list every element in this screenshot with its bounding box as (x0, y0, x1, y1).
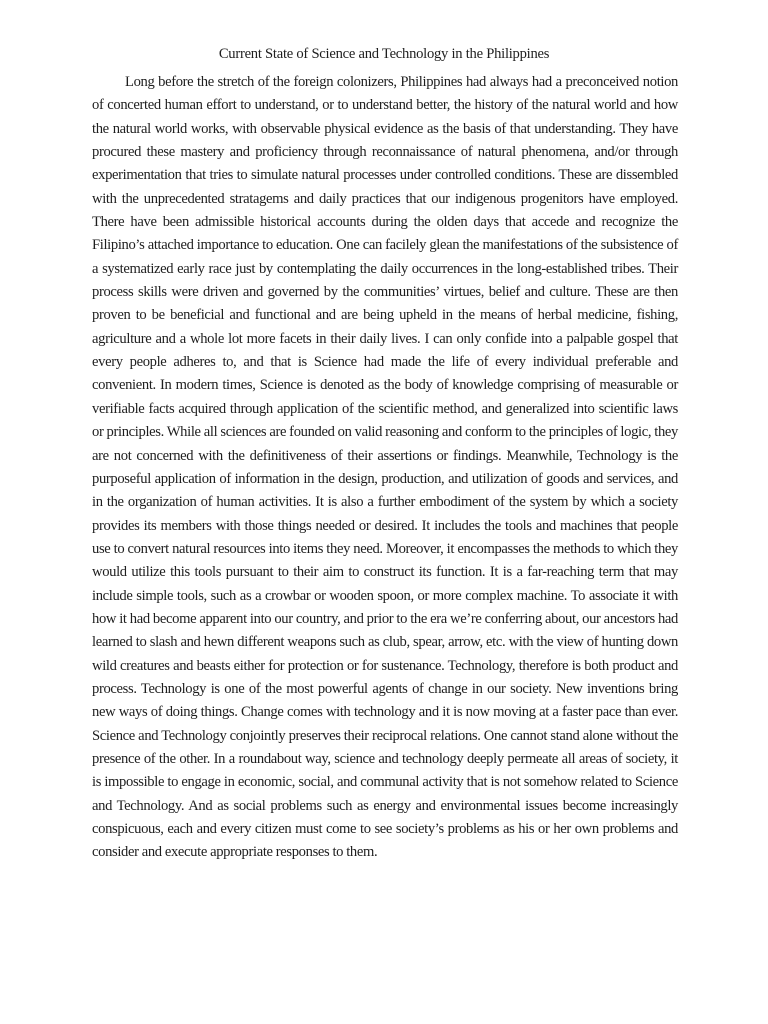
document-title: Current State of Science and Technology in the Philippines (218, 46, 550, 62)
body-paragraph: Long before the stretch of the foreign colonizers, Philippines had always had a preconceived notion of concerted human effort to understand, or to understand better, the history of the natural world and how the natural world works, with observable physical evidence as the basis of that understanding. They have procured these mastery and proficiency through reconnaissance of natural phenomena, and/or through experimentation that tries to simulate natural processes under controlled conditions. These are dissembled with the unprecedented stratagems and daily practices that our indigenous progenitors have employed. There have been admissible historical accounts during the olden days that accede and recognize the Filipino’s attached importance to education. One can facilely glean the manifestations of the subsistence of a systematized early race just by contemplating the daily occurrences in the long-established tribes. Their process skills were driven and governed by the communities’ virtues, belief and culture. These are then proven to be beneficial and functional and are being upheld in the means of herbal medicine, fishing, agriculture and a whole lot more facets in their daily lives. I can only confide into a palpable gospel that every people adheres to, and that is Science had made the life of every individual preferable and convenient. In modern times, Science is denoted as the body of knowledge comprising of measurable or verifiable facts acquired through application of the scientific method, and generalized into scientific laws or principles. While all sciences are founded on valid reasoning and conform to the principles of logic, they are not concerned with the definitiveness of their assertions or findings. Meanwhile, Technology is the purposeful application of information in the design, production, and utilization of goods and services, and in the organization of human activities. It is also a further embodiment of the system by which a society provides its members with those things needed or desired. It includes the tools and machines that people use to convert natural resources into items they need. Moreover, it encompasses the methods to which they would utilize this tools pursuant to their aim to construct its function. It is a far-reaching term that may include simple tools, such as a crowbar or wooden spoon, or more complex machine. To associate it with how it had become apparent into our country, and prior to the era we’re conferring about, our ancestors had learned to slash and hewn different weapons such as club, spear, arrow, etc. with the view of hunting down wild creatures and beasts either for protection or for sustenance. Technology, therefore is both product and process. Technology is one of the most powerful agents of change in our society. New inventions bring new ways of doing things. Change comes with technology and it is now moving at a faster pace than ever. Science and Technology conjointly preserves their reciprocal relations. One cannot stand alone without the presence of the other. In a roundabout way, science and technology deeply permeate all areas of society, it is impossible to engage in economic, social, and communal activity that is not somehow related to Science and Technology. And as social problems such as energy and environmental issues become increasingly conspicuous, each and every citizen must come to see society’s problems as his or her own problems and consider and execute appropriate responses to them. (92, 74, 678, 861)
